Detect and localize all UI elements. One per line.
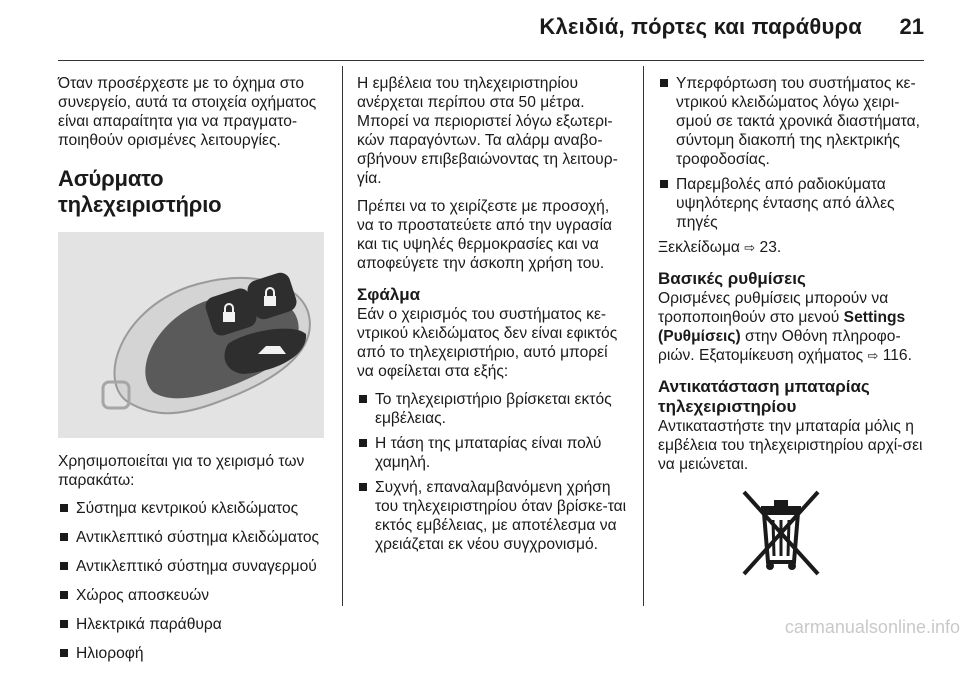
list-item: Υπερφόρτωση του συστήματος κε-ντρικού κλειδώματος λόγω χειρι-σμού σε τακτά χρονικά διαστήματα, σύντομη διακοπή της ηλεκτρικής τροφοδοσίας. [658,74,926,169]
crossed-bin-icon [736,488,926,583]
list-item: Ηλιοροφή [58,644,326,663]
list-item: Αντικλεπτικό σύστημα κλειδώματος [58,528,326,547]
battery-text: Αντικαταστήστε την μπαταρία μόλις η εμβέλεια του τηλεχειριστηρίου αρχί-σει να μειώνεται. [658,418,923,473]
list-item: Η τάση της μπαταρίας είναι πολύ χαμηλή. [357,434,627,472]
column-right [658,74,926,583]
usage-list [58,499,326,663]
battery-replacement-heading: Αντικατάσταση μπαταρίας τηλεχειριστηρίου [658,377,870,416]
unlock-reference[interactable] [658,238,926,257]
page-number: 21 [899,14,924,39]
fault-text: Εάν ο χειρισμός του συστήματος κε-ντρικού κλειδώματος δεν είναι εφικτός από το τηλεχειριστήριο, αυτό μπορεί να οφείλεται στα εξής: [357,306,618,380]
column-middle [357,74,627,560]
intro-paragraph: Όταν προσέρχεστε με το όχημα στο συνεργείο, αυτά τα στοιχεία οχήματος είναι απαραίτητα για να πραγματο-ποιηθούν ορισμένες λειτουργίες. [58,75,317,149]
unlock-ref-label: Ξεκλείδωμα [658,239,740,256]
unlock-ref-page: 23. [759,239,782,256]
arrow-right-icon: ⇨ [867,348,879,363]
settings-ref-page: 116. [882,347,912,364]
settings-text-before: Ορισμένες ρυθμίσεις μπορούν να τροποποιηθούν στο μενού [658,290,889,326]
page-title: Κλειδιά, πόρτες και παράθυρα [539,14,862,39]
remote-control-heading: Ασύρματο τηλεχειριστήριο [58,166,222,217]
page-header [58,0,924,61]
column-left [58,74,326,673]
usage-text: Χρησιμοποιείται για το χειρισμό των παρακάτω: [58,453,305,489]
care-paragraph: Πρέπει να το χειρίζεστε με προσοχή, να το προστατεύετε από την υγρασία και τις υψηλές θερμοκρασίες και να αποφεύγετε την άσκοπη χρήση του. [357,198,613,272]
list-item: Παρεμβολές από ραδιοκύματα υψηλότερης έντασης από άλλες πηγές [658,175,926,232]
column-divider-right [643,66,644,606]
fault-list [357,390,627,554]
remote-key-illustration [58,232,324,438]
arrow-right-icon: ⇨ [744,240,756,255]
column-divider-left [342,66,343,606]
list-item: Συχνή, επαναλαμβανόμενη χρήση του τηλεχειριστηρίου όταν βρίσκε-ται εκτός εμβέλειας, με αποτέλεσμα να χρειάζεται εκ νέου συγχρονισμό. [357,478,627,554]
fault-heading: Σφάλμα [357,285,421,304]
list-item: Χώρος αποσκευών [58,586,326,605]
basic-settings-heading: Βασικές ρυθμίσεις [658,269,806,288]
list-item: Ηλεκτρικά παράθυρα [58,615,326,634]
settings-text-after: στην Οθόνη πληροφο-ριών. Εξατομίκευση οχήματος [658,328,901,364]
list-item: Το τηλεχειριστήριο βρίσκεται εκτός εμβέλειας. [357,390,627,428]
list-item: Σύστημα κεντρικού κλειδώματος [58,499,326,518]
remote-key-photo [58,232,324,438]
settings-menu-name: Settings (Ρυθμίσεις) [658,309,906,345]
watermark-text: carmanualsonline.info [784,617,960,637]
list-item: Αντικλεπτικό σύστημα συναγερμού [58,557,326,576]
range-paragraph: Η εμβέλεια του τηλεχειριστηρίου ανέρχεται περίπου στα 50 μέτρα. Μπορεί να περιοριστεί λόγω εξωτερι-κών παραγόντων. Τα αλάρμ αναβο-σβήνουν επιβεβαιώνοντας τη λειτουρ-γία. [357,75,618,187]
settings-paragraph [658,289,926,365]
fault-list-continued [658,74,926,232]
